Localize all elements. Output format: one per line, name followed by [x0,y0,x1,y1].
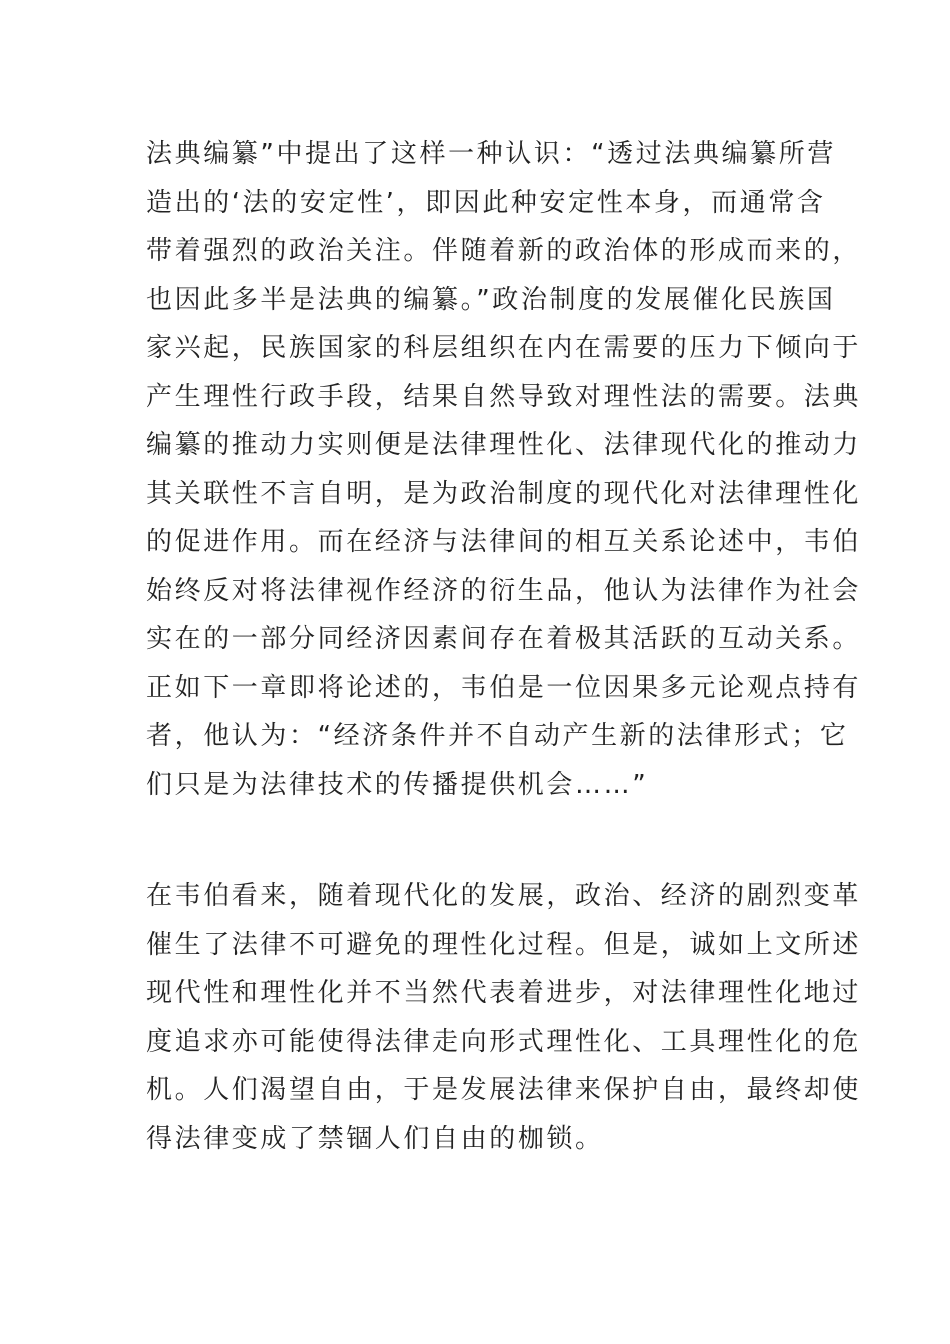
paragraph-line: 正如下一章即将论述的，韦伯是一位因果多元论观点持有 [146,672,862,703]
paragraph-line: 也因此多半是法典的编纂。”政治制度的发展催化民族国 [146,284,836,315]
paragraph-line: 催生了法律不可避免的理性化过程。但是，诚如上文所述 [146,929,862,960]
paragraph-line: 者，他认为：“经济条件并不自动产生新的法律形式；它 [146,721,849,751]
paragraph-line: 产生理性行政手段，结果自然导致对理性法的需要。法典 [146,381,862,412]
paragraph-line: 造出的‘法的安定性’，即因此种安定性本身，而通常含 [146,187,826,218]
paragraph-line: 编纂的推动力实则便是法律理性化、法律现代化的推动力 [146,430,862,460]
paragraph-line: 在韦伯看来，随着现代化的发展，政治、经济的剧烈变革 [146,881,862,911]
paragraph-1 [146,130,862,809]
paragraph-line: 机。人们渴望自由，于是发展法律来保护自由，最终却使 [146,1075,862,1105]
paragraph-line: 家兴起，民族国家的科层组织在内在需要的压力下倾向于 [146,333,862,363]
paragraph-line: 度追求亦可能使得法律走向形式理性化、工具理性化的危 [146,1026,862,1057]
paragraph-2 [146,872,862,1163]
paragraph-line: 们只是为法律技术的传播提供机会……” [146,769,649,800]
paragraph-line: 其关联性不言自明，是为政治制度的现代化对法律理性化 [146,478,862,509]
paragraph-line: 的促进作用。而在经济与法律间的相互关系论述中，韦伯 [146,527,862,557]
paragraph-line: 实在的一部分同经济因素间存在着极其活跃的互动关系。 [146,624,862,654]
paragraph-line: 现代性和理性化并不当然代表着进步，对法律理性化地过 [146,978,862,1008]
paragraph-line: 始终反对将法律视作经济的衍生品，他认为法律作为社会 [146,575,862,606]
paragraph-line: 得法律变成了禁锢人们自由的枷锁。 [146,1123,604,1154]
paragraph-line: 带着强烈的政治关注。伴随着新的政治体的形成而来的， [146,236,862,266]
paragraph-line: 法典编纂”中提出了这样一种认识：“透过法典编纂所营 [146,139,836,169]
